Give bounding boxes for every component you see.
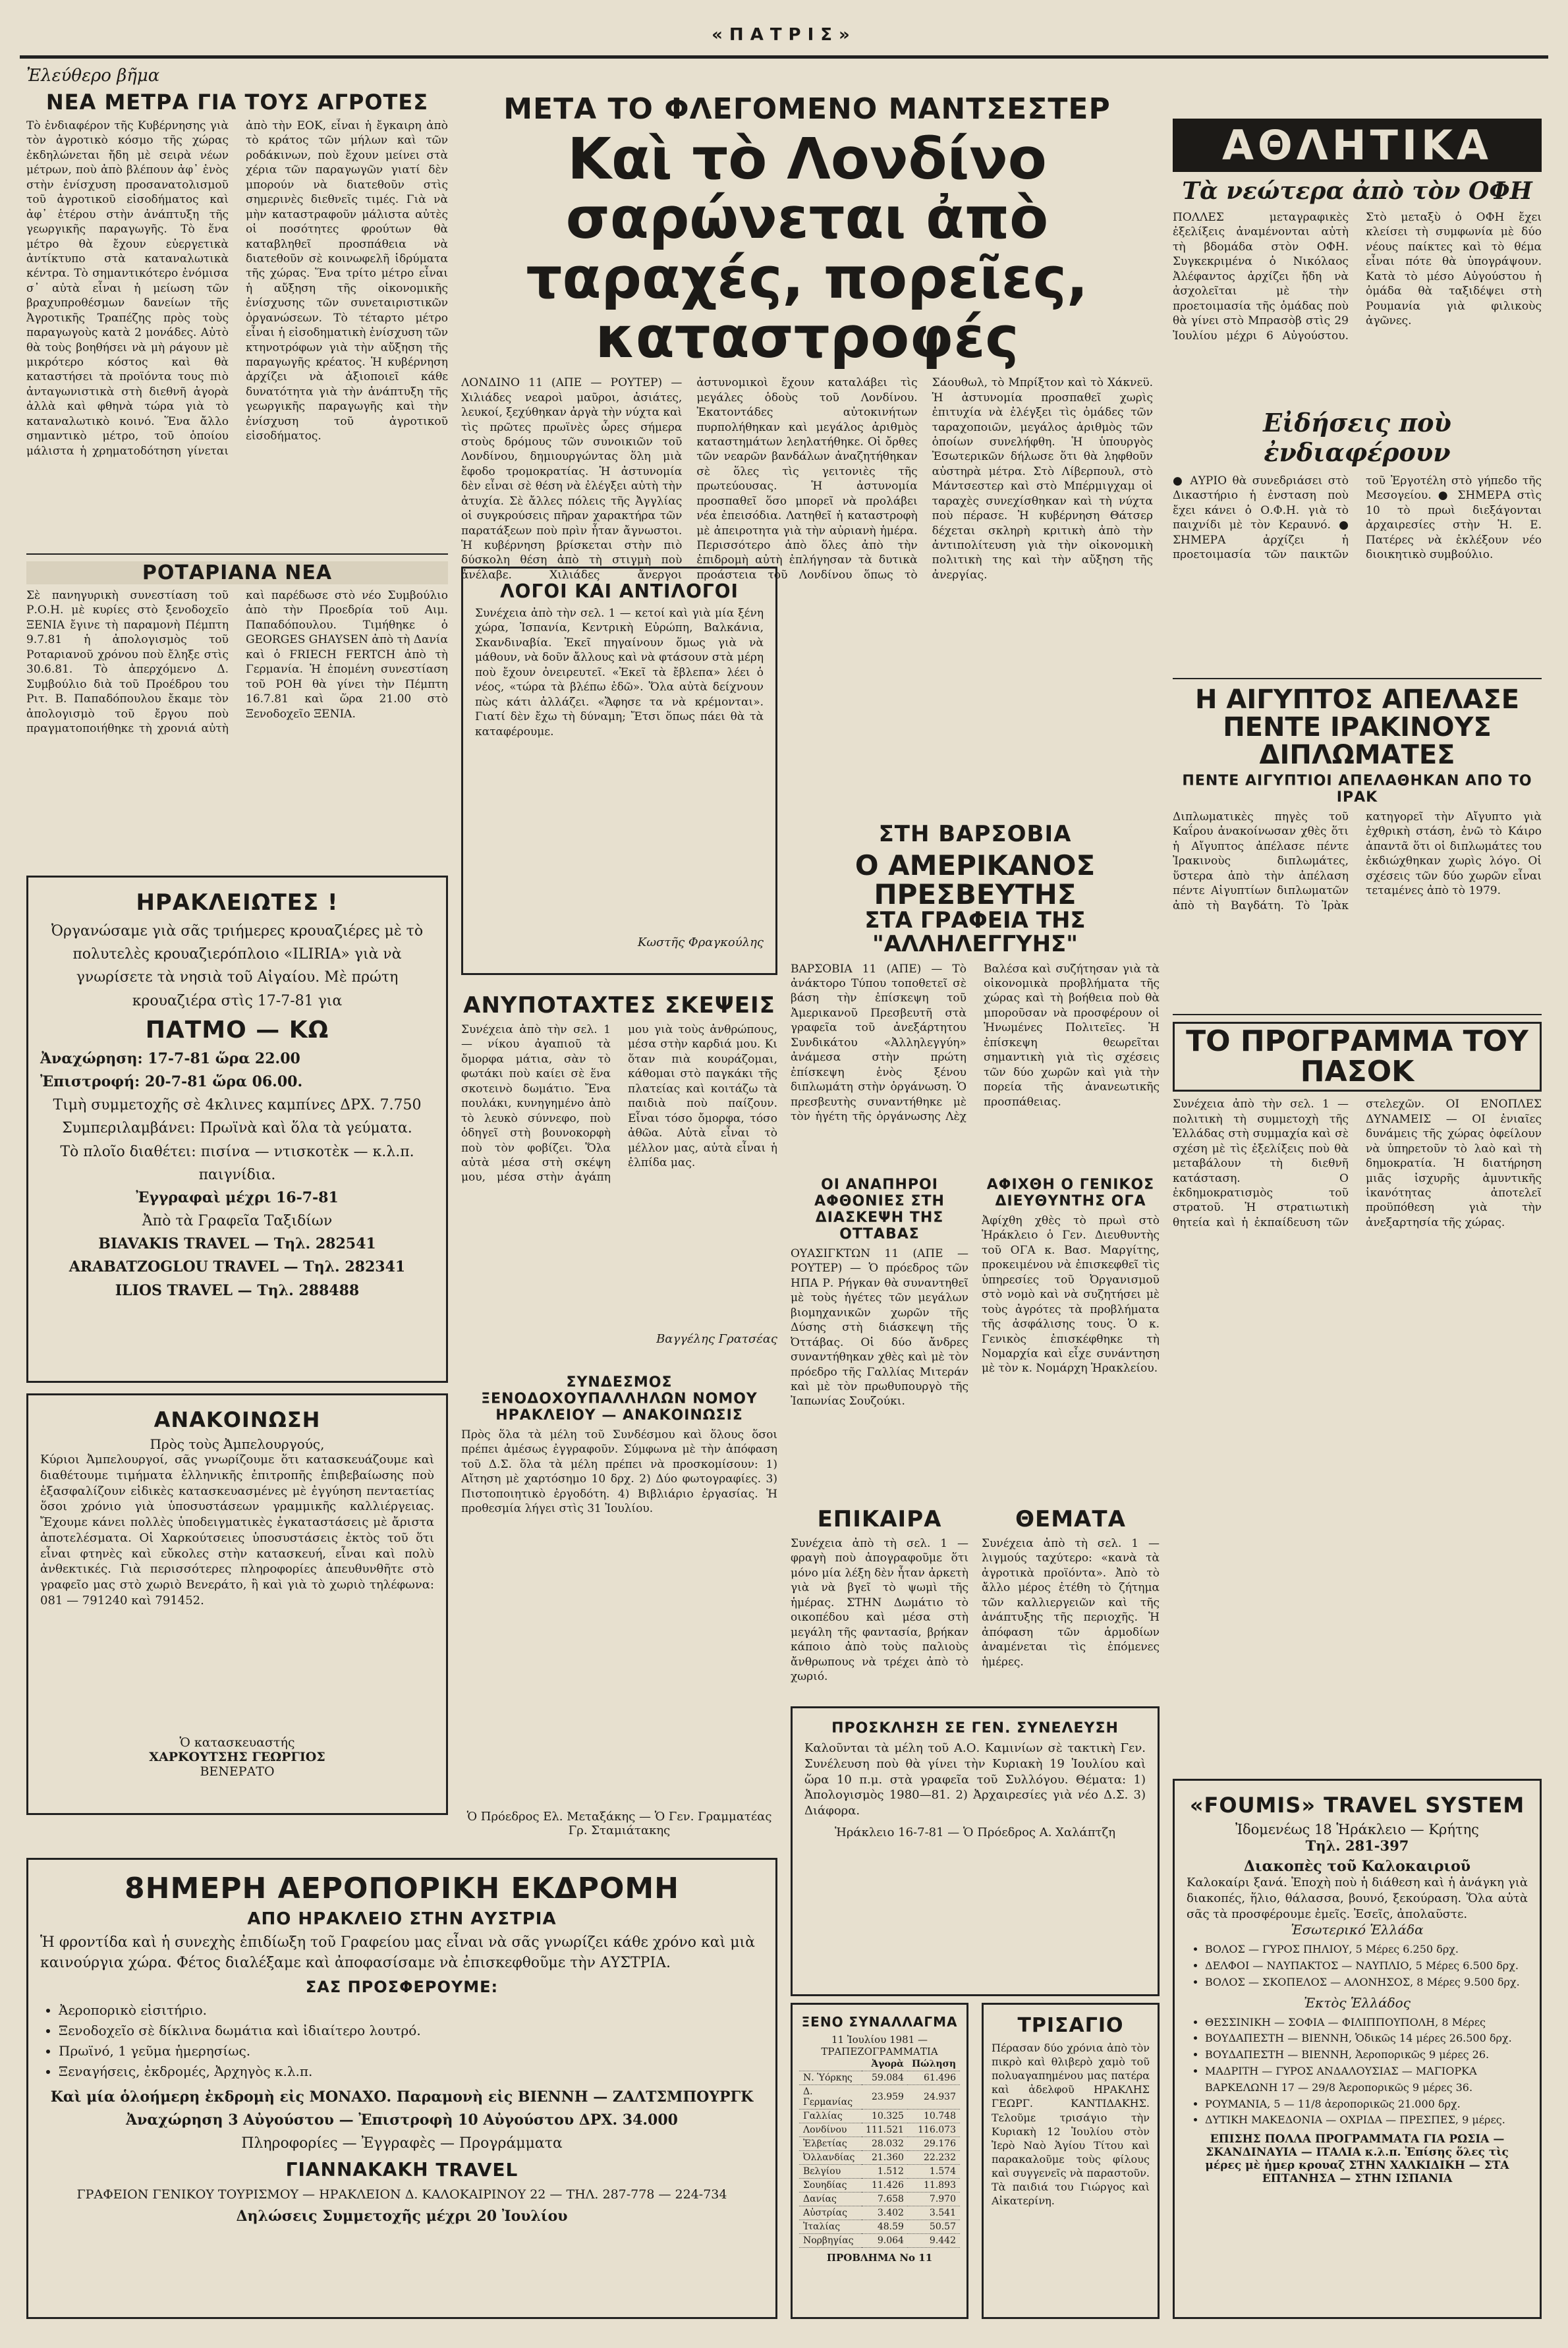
pasok-headline: ΤΟ ΠΡΟΓΡΑΜΜΑ ΤΟΥ ΠΑΣΟΚ [1173,1022,1542,1092]
table-row [799,2071,960,2085]
warsaw-headline-2: ΣΤΑ ΓΡΑΦΕΙΑ ΤΗΣ "ΑΛΛΗΛΕΓΓΥΗΣ" [864,907,1086,957]
agent-1: BIAVAKIS TRAVEL — Τηλ. 282541 [98,1235,376,1253]
themata-text: Συνέχεια ἀπὸ τὴ σελ. 1 — λιγμούς ταχύτερο: «κανὰ τὰ ἀγροτικὰ προϊόντα». Ἀπὸ τὸ ἄλλο μέρος ἐτέθη τὸ ζήτημα τῶν καλλιεργειῶν καὶ τῆς ἀνάπτυξης τῆς περιοχῆς. Ἡ ἀπόφαση τῶν ἁρμοδίων ἀναμένεται τὶς ἑπόμενες ἡμέρες. [982,1537,1160,1669]
fx-sell: 61.496 [908,2071,960,2085]
cruise-agents-label: Ἀπὸ τὰ Γραφεῖα Ταξιδίων [142,1213,333,1230]
fx-buy: 48.59 [862,2220,908,2234]
debate-author: Κωστῆς Φραγκούλης [637,936,764,949]
foumis-inland-list [1187,1942,1528,1990]
air-trip-offer-label: ΣΑΣ ΠΡΟΣΦΕΡΟΥΜΕ: [305,1977,499,1996]
newspaper-name: «ΠΑΤΡΙΣ» [712,25,856,45]
cruise-price: Τιμὴ συμμετοχῆς σὲ 4κλινες καμπίνες ΔΡΧ. 7.750 [53,1097,422,1114]
fx-currency: Νορβηγίας [799,2234,862,2248]
fx-currency: Ἐλβετίας [799,2137,862,2151]
fx-sell: 7.970 [908,2193,960,2206]
list-item: • ΒΟΥΔΑΠΕΣΤΗ — ΒΙΕΝΝΗ, Ἀεροπορικῶς 9 μέρες 26. [1205,2047,1528,2063]
epikaira-title: ΕΠΙΚΑΙΡΑ [817,1506,942,1532]
fx-buy: 21.360 [862,2151,908,2165]
fx-sell: 10.748 [908,2110,960,2123]
general-assembly-notice [791,1706,1160,1996]
assembly-signature: Ἡράκλειο 16-7-81 — Ὁ Πρόεδρος Α. Χαλάπτζη [834,1825,1116,1839]
list-item: • ΡΟΥΜΑΝΙΑ, 5 — 11/8 ἀεροπορικῶς 21.000 δρχ. [1205,2096,1528,2113]
list-item: • Ξενοδοχεῖο σὲ δίκλινα δωμάτια καὶ ἰδιαίτερο λουτρό. [59,2021,764,2041]
agent-3: ILIOS TRAVEL — Τηλ. 288488 [115,1281,360,1299]
foumis-abroad-list [1187,2015,1528,2129]
lead-headline-line-1: Καὶ τὸ Λονδίνο σαρώνεται ἀπὸ [565,126,1049,252]
foumis-abroad-label: Ἐκτὸς Ἑλλάδος [1304,1994,1411,2011]
cruise-intro: Ὀργανώσαμε γιὰ σᾶς τριήμερες κρουαζιέρες μὲ τὸ πολυτελὲς κρουαζιερόπλοιο «ILIRIA» γιὰ νὰ γνωρίσετε τὰ νησιὰ τοῦ Αἰγαίου. Μὲ πρώτη κρουαζιέρα στὶς 17-7-81 για [51,923,424,1009]
fx-currency: Δ. Γερμανίας [799,2085,862,2110]
memorial-notice [982,2003,1160,2319]
memorial-text: Πέρασαν δύο χρόνια ἀπὸ τὸν πικρὸ καὶ θλιβερὸ χαμὸ τοῦ πολυαγαπημένου μας πατέρα καὶ ἀδελφοῦ ΗΡΑΚΛΗΣ ΓΕΩΡΓ. ΚΑΝΤΙΔΑΚΗΣ. Τελοῦμε τρισάγιο τὴν Κυριακὴ 12 Ἰουλίου στὸν Ἱερὸ Ναὸ Ἁγίου Τίτου καὶ παρακαλοῦμε τοὺς φίλους καὶ συγγενεῖς νὰ παραστοῦν. Τὰ παιδιά του Γιώργος καὶ Αἰκατερίνη. [992,2042,1150,2208]
cruise-ad [26,876,448,1383]
cruise-destination: ΠΑΤΜΟ — ΚΩ [145,1016,329,1044]
air-trip-intro: Ἡ φροντίδα καὶ ἡ συνεχὴς ἐπιδίωξη τοῦ Γραφείου μας εἶναι νὰ σᾶς γνωρίζει κάθε χρόνο καὶ μιὰ καινούργια χώρα. Φέτος διαλέξαμε καὶ ἀποφασίσαμε νὰ ἐπισκεφθοῦμε τὴν ΑΥΣΤΡΙΑ. [40,1934,756,1971]
themata-title: ΘΕΜΑΤΑ [1015,1506,1126,1532]
fx-buy: 23.959 [862,2085,908,2110]
list-item: • ΒΟΥΔΑΠΕΣΤΗ — ΒΙΕΝΝΗ, Ὁδικῶς 14 μέρες 26.500 δρχ. [1205,2030,1528,2047]
fx-sell: 24.937 [908,2085,960,2110]
air-trip-dates: Ἀναχώρηση 3 Αὐγούστου — Ἐπιστροφὴ 10 Αὐγούστου ΔΡΧ. 34.000 [126,2111,678,2129]
table-row [799,2220,960,2234]
fx-table [799,2057,960,2248]
fx-currency: Σουηδίας [799,2179,862,2193]
fx-buy: 111.521 [862,2123,908,2137]
fx-currency: Γαλλίας [799,2110,862,2123]
air-trip-agency-address: ΓΡΑΦΕΙΟΝ ΓΕΝΙΚΟΥ ΤΟΥΡΙΣΜΟΥ — ΗΡΑΚΛΕΙΟΝ Δ. ΚΑΛΟΚΑΙΡΙΝΟΥ 22 — ΤΗΛ. 287-778 — 224-734 [76,2187,727,2202]
fx-buy: 9.064 [862,2234,908,2248]
warsaw-article [791,817,1160,1160]
hotel-union-notice [461,1370,777,1845]
air-trip-agency: ΓΙΑΝΝΑΚΑΚΗ TRAVEL [285,2159,518,2181]
foumis-travel-ad [1173,1779,1542,2319]
air-trip-info: Πληροφορίες — Ἐγγραφὲς — Προγράμματα [241,2135,563,2152]
oga-article [982,1173,1160,1489]
rotary-text: Σὲ πανηγυρικὴ συνεστίαση τοῦ Ρ.Ο.Η. μὲ κυρίες στὸ ξενοδοχεῖο ΞΕΝΙΑ ἔγινε τὴ παραμονὴ Πέμπτη 9.7.81 ἡ ἀπολογισμὸς τοῦ Ροταριανοῦ χρόνου ποὺ ἔληξε στὶς 30.6.81. Τὸ ἀπερχόμενο Δ. Συμβούλιο διὰ τοῦ Προέδρου του Ριτ. Β. Παπαδόπουλου ἔκαμε τὸν ἀπολογισμὸ τοῦ ἔργου ποὺ πραγματοποιήθηκε τὴ χρονιά αὐτὴ καὶ παρέδωσε στὸ νέο Συμβούλιο ἀπὸ τὴν Προεδρία τοῦ Αιμ. Παπαδόπουλου. Τιμήθηκε ὁ GEORGES GHAYSEN ἀπὸ τὴ Δανία καὶ ὁ FRIECH FERTCH ἀπὸ τὴ Γερμανία. Ἡ ἐπομένη συνεστίαση τοῦ ΡΟΗ θὰ γίνει τὴν Πέμπτη 16.7.81 καὶ ὥρα 21.00 στὸ Ξενοδοχεῖο ΞΕΝΙΑ. [26,589,448,735]
air-trip-visit: Καὶ μία ὁλοήμερη ἐκδρομὴ εἰς ΜΟΝΑΧΟ. Παραμονὴ εἰς ΒΙΕΝΝΗ — ΖΑΛΤΣΜΠΟΥΡΓΚ [50,2088,754,2106]
table-row [799,2165,960,2179]
fx-currency: Ν. Ὑόρκης [799,2071,862,2085]
lead-story-text: ΛΟΝΔΙΝΟ 11 (ΑΠΕ — ΡΟΥΤΕΡ) — Χιλιάδες νεαροὶ μαῦροι, ἀσιάτες, λευκοί, ξεχύθηκαν ἀργὰ τὴν νύχτα καὶ τὶς πρῶτες πρωϊνὲς ὧρες σήμερα στοὺς δρόμους τῶν συνοικιῶν τοῦ Λονδίνου, δημιουργώντας ὅλη μιὰ ἔφοδο τρομοκρατίας. Ἡ ἀστυνομία δὲν εἶναι σὲ θέση νὰ ἐλέγξει αὐτὴ τὴν ἀτυχία. Σὲ ἄλλες πόλεις τῆς Ἀγγλίας οἱ συγκρούσεις πῆραν χαρακτήρα τῶν παρατάξεων ποὺ πρὶν ἦταν ἄγνωστοι. Ἡ κυβέρνηση βρίσκεται στὴν πιὸ δύσκολη θέση ἀπὸ τὴ στιγμὴ ποὺ ἀνέλαβε. Χιλιάδες ἄνεργοι ἀστυνομικοὶ ἔχουν καταλάβει τὶς μεγάλες ὁδοὺς τοῦ Λονδίνου. Ἐκατοντάδες αὐτοκινήτων πυρπολήθηκαν καὶ μεγάλος ἀριθμὸς καταστημάτων λεηλατήθηκε. Οἱ ὄρθες τῶν νεαρῶν βανδάλων ἀναζητήθηκαν σὲ ὅλες τὶς γειτονιὲς τῆς πρωτεύουσας. Ἡ ἀστυνομία προσπαθεῖ ὅσο μπορεῖ νὰ προλάβει νέα ἐπεισόδια. Λατηθεῖ ἡ καταστροφὴ μὲ ἀπειροτητα γιὰ τὴν αὐριανὴ ἡμέρα. Περισσότερο ἀπὸ ὅλες ἀπὸ τὴν ἐπιδρομὴ αὐτὴ ἐπλήγησαν τὰ δυτικὰ προάστεια τοῦ Λονδίνου ὅπως τὸ Σάουθωλ, τὸ Μπρίξτον καὶ τὸ Χάκνεϋ. Ἡ ἀστυνομία προσπαθεῖ χωρὶς ἐπιτυχία νὰ ἐλέγξει τὶς ὀμάδες τῶν ταραχοποιῶν, μεγάλος ἀριθμὸς τῶν ὁποίων συνελήφθη. Ἡ ὑπουργὸς Ἐσωτερικῶν δήλωσε ὅτι θὰ ληφθοῦν αὐστηρὰ μέτρα. Στὸ Λίβερπουλ, στὸ Μάντσεστερ καὶ στὸ Μπέρμιγχαμ οἱ ταραχὲς συνεχίσθηκαν καὶ τὴ νύχτα ποὺ πέρασε. Ἡ κυβέρνηση Θάτσερ δέχεται σκληρὴ κριτικὴ ἀπὸ τὴν ἀντιπολίτευση γιὰ τὴν οἰκονομικὴ πολιτικὴ της καὶ τὴν αὔξηση τῆς ἀνεργίας. [461,376,1153,582]
fx-sell: 116.073 [908,2123,960,2137]
epikaira-article [791,1502,968,1700]
rotary-title: ΡΟΤΑΡΙΑΝΑ ΝΕΑ [26,561,448,584]
news-text: ● ΑΥΡΙΟ θὰ συνεδριάσει στὸ Δικαστήριο ἡ ἐνσταση ποὺ ἔχει κάνει ὁ Ο.Φ.Η. γιὰ τὸ παιχνίδι μὲ τὸν Κεραυνό. ● ΣΗΜΕΡΑ ἀρχίζει ἡ προετοιμασία τῶν παικτῶν τοῦ Ἐργοτέλη στὸ γήπεδο τῆς Μεσογείου. ● ΣΗΜΕΡΑ στὶς 10 τὸ πρωὶ διεξάγονται ἀρχαιρεσίες στὴν Ἡ. Ε. Πατέρες νὰ ἐκλέξουν νέο διοικητικὸ συμβούλιο. [1173,474,1542,562]
debate-title: ΛΟΓΟΙ ΚΑΙ ΑΝΤΙΛΟΓΟΙ [500,580,739,602]
list-item: • ΒΟΛΟΣ — ΣΚΟΠΕΛΟΣ — ΑΛΟΝΗΣΟΣ, 8 Μέρες 9.500 δρχ. [1205,1974,1528,1991]
thoughts-title: ΑΝΥΠΟΤΑΧΤΕΣ ΣΚΕΨΕΙΣ [463,992,775,1019]
oga-text: Ἀφίχθη χθὲς τὸ πρωὶ στὸ Ἡράκλειο ὁ Γεν. Διευθυντὴς τοῦ ΟΓΑ κ. Βασ. Μαργίτης, προκειμένου νὰ ἐπισκεφθεῖ τὶς ὑπηρεσίες τοῦ Ὀργανισμοῦ στὸ νομὸ καὶ νὰ συζητήσει μὲ τοὺς ἀγρότες τὰ προβλήματα τῆς ἀσφάλισης τους. Ὁ κ. Γενικὸς ἐπισκέφθηκε τὴ Νομαρχία καὶ εἶχε συνάντηση μὲ τὸν κ. Νομάρχη Ἡρακλείου. [982,1214,1160,1376]
egypt-headline: Η ΑΙΓΥΠΤΟΣ ΑΠΕΛΑΣΕ ΠΕΝΤΕ ΙΡΑΚΙΝΟΥΣ ΔΙΠΛΩΜΑΤΕΣ [1194,685,1520,770]
notice-subtitle: Πρὸς τοὺς Ἀμπελουργούς, [150,1436,325,1452]
air-trip-ad [26,1858,777,2319]
fx-buy: 3.402 [862,2206,908,2220]
cruise-includes: Συμπεριλαμβάνει: Πρωϊνὰ καὶ ὅλα τὰ γεύματα. [62,1120,412,1137]
fx-sell: 11.893 [908,2179,960,2193]
fx-buy: 59.084 [862,2071,908,2085]
themata-article [982,1502,1160,1700]
foumis-address: Ἰδομενέως 18 Ἡράκλειο — Κρήτης [1235,1822,1479,1837]
pasok-text: Συνέχεια ἀπὸ τὴν σελ. 1 — πολιτικὴ τὴ συμμετοχὴ τῆς Ἑλλάδας στὴ συμμαχία καὶ σὲ σχέση μὲ τὶς ἐξελίξεις ποὺ θὰ μεταβάλουν τὴ διεθνῆ κατάσταση. Ο ἐκδημοκρατισμὸς τοῦ στρατοῦ. Ἡ στρατιωτικὴ θητεία καὶ ἡ ἐκπαίδευση τῶν στελεχῶν. ΟΙ ΕΝΟΠΛΕΣ ΔΥΝΑΜΕΙΣ — ΟΙ ἐνιαῖες δυνάμεις τῆς χώρας ὀφείλουν νὰ ὑπηρετοῦν τὸ λαὸ καὶ τὴ δημοκρατία. Ἡ διατήρηση μιᾶς ἰσχυρῆς ἀμυντικῆς ἱκανότητας ἀποτελεῖ προϋπόθεση γιὰ τὴν ἀνεξαρτησία τῆς χώρας. [1173,1098,1542,1229]
fx-col-header: Πώληση [908,2057,960,2071]
foumis-inland-label: Ἐσωτερικό Ἑλλάδα [1291,1922,1424,1938]
debate-article [461,567,777,975]
fx-col-header: Ἀγορὰ [862,2057,908,2071]
section-label: Ἐλεύθερο βῆμα [26,66,160,86]
fx-currency: Ἰταλίας [799,2220,862,2234]
cruise-departure: Ἀναχώρηση: 17-7-81 ὥρα 22.00 [40,1049,300,1067]
thoughts-article [461,988,777,1357]
sports-banner: ΑΘΛΗΤΙΚΑ [1173,119,1542,172]
thoughts-author: Βαγγέλης Γρατσέας [656,1332,777,1346]
ottawa-text: ΟΥΑΣΙΓΚΤΩΝ 11 (ΑΠΕ — ΡΟΥΤΕΡ) — Ὁ πρόεδρος τῶν ΗΠΑ Ρ. Ρήγκαν θὰ συναντηθεῖ μὲ τοὺς ἡγέτες τῶν μεγάλων βιομηχανικῶν χωρῶν τῆς Δύσης στὴ διάσκεψη τῆς Ὀττάβας. Οἱ δύο ἄνδρες συναντήθηκαν χθὲς καὶ μὲ τὸν πρόεδρο τῆς Γαλλίας Μιτεράν καὶ μὲ τὸν πρωθυπουργὸ τῆς Ἰαπωνίας Σουζούκι. [791,1247,968,1409]
fx-buy: 28.032 [862,2137,908,2151]
ofi-title: Τὰ νεώτερα ἀπὸ τὸν ΟΦΗ [1182,177,1532,205]
hotel-union-title: ΣΥΝΔΕΣΜΟΣ ΞΕΝΟΔΟΧΟΥΠΑΛΛΗΛΩΝ ΝΟΜΟΥ ΗΡΑΚΛΕΙΟΥ — ΑΝΑΚΟΙΝΩΣΙΣ [481,1374,758,1424]
fx-buy: 11.426 [862,2179,908,2193]
right-column [1173,66,1542,1440]
ottawa-article [791,1173,968,1489]
table-row [799,2057,960,2071]
notice-signature-place: ΒΕΝΕΡΑΤΟ [200,1764,275,1779]
list-item: • ΒΟΛΟΣ — ΓΥΡΟΣ ΠΗΛΙΟΥ, 5 Μέρες 6.250 δρχ. [1205,1942,1528,1958]
list-item: • Ἀεροπορικὸ εἰσιτήριο. [59,2000,764,2021]
fx-subtitle: 11 Ἰουλίου 1981 — ΤΡΑΠΕΖΟΓΡΑΜΜΑΤΙΑ [821,2034,938,2057]
farm-article-text: Τὸ ἐνδιαφέρον τῆς Κυβέρνησης γιὰ τὸν ἀγροτικὸ κόσμο τῆς χώρας ἐκδηλώνεται ἤδη μὲ σειρὰ νέων μέτρων, ποὺ ἀπὸ βλέπουν ἀφ᾿ ἑνὸς στὴν ἐνίσχυση προσανατολισμοῦ τοῦ ἀγροτικοῦ εἰσοδήματος καὶ ἀφ᾿ ἑτέρου στὴν ἀνάπτυξη τῆς γεωργικῆς παραγωγῆς. Τὸ ἕνα μέτρο θὰ ἔχουν εὐεργετικὰ ἀντίκτυπο στὰ καταναλωτικὰ κέντρα. Τὸ σημαντικότερο ἐνόμισα σ᾿ αὐτὰ εἶναι ἡ μείωση τῶν βραχυπροθέσμων δανείων τῆς Ἀγροτικῆς Τραπέζης πρὸς τοὺς παραγωγοὺς κατὰ 2 μονάδες. Αὐτὸ θὰ τοὺς βοηθήσει νὰ μὴ ράγουν μὲ μικρότερο κόστος καὶ θὰ καταστήσει τὰ προϊόντα τους πιὸ ἀνταγωνιστικὰ στὴ διεθνῆ ἀγορὰ ἀλλὰ καὶ φθηνὰ τώρα γιὰ τὸ καταναλωτικὸ κοινό. Ἕνα ἄλλο σημαντικὸ μέτρο, τοῦ ὁποίου μάλιστα ἡ χρηματοδότηση γίνεται ἀπὸ τὴν ΕΟΚ, εἶναι ἡ ἔγκαιρη ἀπὸ τὸ κράτος τῶν μήλων καὶ τῶν ροδάκινων, ποὺ ἔχουν μείνει στὰ χέρια τῶν παραγωγῶν γιατί δὲν μπορούν νὰ διατεθοῦν στὶς σημερινὲς διεθνεῖς τιμές. Γιὰ νὰ μὴν καταστραφοῦν μάλιστα αὐτὲς οἱ ποσότητες φρούτων θὰ καταβληθεῖ προσπάθεια νὰ διατεθοῦν σὲ κοινωφελῆ ἱδρύματα τῆς χώρας. Ἕνα τρίτο μέτρο εἶναι ἡ αὔξηση τῆς οἰκονομικῆς ἐνίσχυσης τῶν συνεταιριστικῶν ὀργανώσεων. Τὸ τέταρτο μέτρο εἶναι ἡ εἰσοδηματικὴ ἐνίσχυση τῶν κτηνοτρόφων γιὰ τὴν αὔξηση τῆς παραγωγῆς κρέατος. Ἡ κυβέρνηση ἀρχίζει νὰ ἀξιοποιεῖ κάθε δυνατότητα γιὰ τὴν ἀνάπτυξη τῆς γεωργικῆς παραγωγῆς καὶ τὴν ἐνίσχυση τοῦ ἀγροτικοῦ εἰσοδήματος. [26,119,448,458]
egypt-text: Διπλωματικὲς πηγὲς τοῦ Καΐρου ἀνακοίνωσαν χθὲς ὅτι ἡ Αἴγυπτος ἀπέλασε πέντε Ἰρακινοὺς διπλωμάτες, ὕστερα ἀπὸ τὴν ἀπέλαση πέντε Αἰγυπτίων διπλωματῶν ἀπὸ τὴ Βαγδάτη. Τὸ Ἰρὰκ κατηγορεῖ τὴν Αἴγυπτο γιὰ ἐχθρικὴ στάση, ἐνῶ τὸ Κάιρο ἀπαντᾶ ὅτι οἱ διπλωμάτες του ἐκδιώχθηκαν χωρὶς λόγο. Οἱ σχέσεις τῶν δύο χωρῶν εἶναι τεταμένες ἀπὸ τὸ 1979. [1173,810,1542,912]
assembly-title: ΠΡΟΣΚΛΗΣΗ ΣΕ ΓΕΝ. ΣΥΝΕΛΕΥΣΗ [831,1720,1119,1737]
fx-currency: Δανίας [799,2193,862,2206]
warsaw-headline-1: Ο ΑΜΕΡΙΚΑΝΟΣ ΠΡΕΣΒΕΥΤΗΣ [854,849,1096,911]
farm-article-title: ΝΕΑ ΜΕΤΡΑ ΓΙΑ ΤΟΥΣ ΑΓΡΟΤΕΣ [45,90,429,115]
air-trip-subtitle: ΑΠΟ ΗΡΑΚΛΕΙΟ ΣΤΗΝ ΑΥΣΤΡΙΑ [247,1909,557,1929]
notice-signature-name: ΧΑΡΚΟΥΤΣΗΣ ΓΕΩΡΓΙΟΣ [149,1750,325,1764]
lead-headline-line-2: ταραχές, πορεῖες, καταστροφές [526,245,1088,371]
cruise-deadline: Ἐγγραφαὶ μέχρι 16-7-81 [136,1188,339,1206]
table-row [799,2234,960,2248]
foumis-phone: Τηλ. 281-397 [1305,1837,1409,1854]
egypt-subheadline: ΠΕΝΤΕ ΑΙΓΥΠΤΙΟΙ ΑΠΕΛΑΘΗΚΑΝ ΑΠΟ ΤΟ ΙΡΑΚ [1182,773,1532,806]
hotel-union-signature: Ὁ Πρόεδρος Ελ. Μεταξάκης — Ὁ Γεν. Γραμματέας Γρ. Σταμιάτακης [466,1810,772,1837]
table-row [799,2123,960,2137]
fx-currency: Λονδίνου [799,2123,862,2137]
table-row [799,2110,960,2123]
table-row [799,2137,960,2151]
foumis-intro: Καλοκαίρι ξανά. Ἐποχὴ ποὺ ἡ διάθεση καὶ ἡ ἀνάγκη γιὰ διακοπές, ἥλιο, θάλασσα, βουνό, ξεκούραση. Ὅλα αὐτὰ σᾶς τὰ προσφέρουμε ἐμεῖς. Ἐσεῖς, ἀπολαῦστε. [1187,1876,1528,1921]
cruise-return: Ἐπιστροφή: 20-7-81 ὥρα 06.00. [40,1073,303,1090]
table-row [799,2151,960,2165]
table-row [799,2179,960,2193]
fx-currency: Ὀλλανδίας [799,2151,862,2165]
list-item: • Ξεναγήσεις, ἐκδρομές, Ἀρχηγὸς κ.λ.π. [59,2061,764,2082]
epikaira-text: Συνέχεια ἀπὸ τὴ σελ. 1 — φραγὴ ποὺ ἀπογραφοῦμε ὅτι μόνο μία λέξη δὲν ἦταν ἀρκετὴ γιὰ νὰ βγεῖ τὸ ψωμὶ τῆς ἡμέρας. ΣΤΗΝ Δωμάτιο τὸ οικοπέδου καὶ μέσα στὴ μεγάλη τῆς φαντασία, βρήκαν κάποιο ἀπὸ τοὺς παλιοὺς ἄνθρωπους νὰ τρέχει ἀπὸ τὸ χωριό. [791,1537,968,1683]
hotel-union-text: Πρὸς ὅλα τὰ μέλη τοῦ Συνδέσμου καὶ ὅλους ὅσοι πρέπει ἀμέσως ἐγγραφοῦν. Σύμφωνα μὲ τὴν ἀπόφαση τοῦ Δ.Σ. ὅλα τὰ μέλη πρέπει νὰ προσκομίσουν: 1) Αἴτηση μὲ χαρτόσημο 10 δρχ. 2) Δύο φωτογραφίες. 3) Πιστοποιητικὸ ἐργοδότη. 4) Βιβλιάριο ἐργασίας. Ἡ προθεσμία λήγει στὶς 31 Ἰουλίου. [461,1428,777,1516]
ofi-text: ΠΟΛΛΕΣ μεταγραφικὲς ἐξελίξεις ἀναμένονται αὐτὴ τὴ βδομάδα στὸν ΟΦΗ. Συγκεκριμένα ὁ Νικόλαος Ἀλέφαντος ἀρχίζει ἤδη νὰ ἀσχολεῖται μὲ τὴν προετοιμασία τῆς ὁμάδας ποὺ θὰ γίνει στὸ Μπρασὸβ στὶς 29 Ἰουλίου μέχρι 6 Αὐγούστου. Στὸ μεταξὺ ὁ ΟΦΗ ἔχει κλείσει τὴ συμφωνία μὲ δύο νέους παίκτες καὶ τὸ θέμα εἶναι πότε θὰ ὑπογράψουν. Κατὰ τὸ μέσο Αὐγούστου ἡ ὁμάδα θὰ ταξιδέψει στὴ Ρουμανία γιὰ φιλικοὺς ἀγῶνες. [1173,211,1542,343]
fx-currency: Αὐστρίας [799,2206,862,2220]
fx-buy: 10.325 [862,2110,908,2123]
air-trip-deadline: Δηλώσεις Συμμετοχῆς μέχρι 20 Ἰουλίου [236,2207,568,2225]
table-row [799,2085,960,2110]
air-trip-offer-list [40,2000,764,2082]
fx-buy: 1.512 [862,2165,908,2179]
list-item: • Πρωϊνό, 1 γεῦμα ἡμερησίως. [59,2041,764,2061]
foumis-title: «FOUMIS» TRAVEL SYSTEM [1189,1793,1525,1818]
thoughts-text: Συνέχεια ἀπὸ τὴν σελ. 1 — νίκου ἀγαπιοῦ τὰ ὄμορφα μάτια, σὰν τὸ φωτάκι ποὺ καίει σὲ ἕνα σκοτεινὸ δωμάτιο. Ἔνα πουλάκι, κυνηγημένο ἀπὸ τὸ λευκὸ σύννεφο, ποὺ ὁδηγεῖ στὴ βουνοκορφὴ ποὺ τὸν φοβίζει. Ὅλα αὐτὰ μέσα στὴ σκέψη μου, μέσα στὴν ἀγάπη μου γιὰ τοὺς ἀνθρώπους, μέσα στὴν καρδιά μου. Κι ὅταν πιὰ κουράζομαι, κάθομαι στὸ παγκάκι τῆς πλατείας καὶ κοιτάζω τὰ παιδιὰ ποὺ παίζουν. Εἶναι τόσο ὄμορφα, τόσο ἀθῶα. Αὐτὰ εἶναι τὸ μέλλον μας, αὐτὰ εἶναι ἡ ἐλπίδα μας. [461,1023,777,1185]
assembly-text: Καλοῦνται τὰ μέλη τοῦ Α.Ο. Καμινίων σὲ τακτικὴ Γεν. Συνέλευση ποὺ θὰ γίνει τὴν Κυριακὴ 19 Ἰουλίου καὶ ὥρα 10 π.μ. στὰ γραφεῖα τοῦ Συλλόγου. Θέματα: 1) Ἀπολογισμὸς 1980—81. 2) Ἀρχαιρεσίες γιὰ νέο Δ.Σ. 3) Διάφορα. [804,1741,1146,1818]
fx-sell: 22.232 [908,2151,960,2165]
air-trip-title: 8ΗΜΕΡΗ ΑΕΡΟΠΟΡΙΚΗ ΕΚΔΡΟΜΗ [125,1872,679,1905]
cruise-ship-features: Τὸ πλοῖο διαθέτει: πισίνα — ντισκοτὲκ — κ.λ.π. παιγνίδια. [60,1143,414,1183]
list-item: • ΔΕΛΦΟΙ — ΝΑΥΠΑΚΤΟΣ — ΝΑΥΠΛΙΟ, 5 Μέρες 6.500 δρχ. [1205,1958,1528,1974]
foumis-footer: ΕΠΙΣΗΣ ΠΟΛΛΑ ΠΡΟΓΡΑΜΜΑΤΑ ΓΙΑ ΡΩΣΙΑ — ΣΚΑΝΔΙΝΑΥΙΑ — ΙΤΑΛΙΑ κ.λ.π. Ἐπίσης ὅλες τὶς μέρες μὲ ἡμερ κρουαζ ΣΤΗΝ ΧΑΛΚΙΔΙΚΗ — ΣΤΑ ΕΠΤΑΝΗΣΑ — ΣΤΗΝ ΙΣΠΑΝΙΑ [1205,2133,1509,2186]
notice-text: Κύριοι Ἀμπελουργοί, σᾶς γνωρίζουμε ὅτι κατασκευάζουμε καὶ διαθέτουμε τιμήματα ἑλληνικῆς ἐπιτροπῆς ἐπιβεβαίωσης ποὺ ἑξασφαλίζουν εἰδικὲς κατασκευασμένες μὲ ἐγγύηση πενταετίας ὅσοι χρόνιο γιὰ ὑποσυστάσεων γραμμικῆς καλλιέργειας. Ἔχουμε κάνει πολλὲς ὑποδειγματικὲς ἐγκαταστάσεις μὲ ἄριστα ἀποτελέσματα. Οἱ Χαρκούτσειες ὑποσυστάσεις ἐκτὸς τοῦ ὅτι εἶναι φτηνὲς καὶ εὔκολες στὴν κατασκευή, εἶναι καὶ πολὺ ἀνθεκτικές. Γιὰ περισσότερες πληροφορίες ἀπευθυνθῆτε στὸ γραφεῖο μας στὸ χωριὸ Βενεράτο, ἢ καὶ γιὰ τὸ χωριὸ τηλέφωνα: 081 — 791240 καὶ 791452. [40,1453,434,1607]
left-column [26,66,448,1815]
fx-title: ΞΕΝΟ ΣΥΝΑΛΛΑΓΜΑ [801,2014,958,2030]
warsaw-text: ΒΑΡΣΟΒΙΑ 11 (ΑΠΕ) — Τὸ ἀνάκτορο Τύπου τοποθετεῖ σὲ βάση τὴν ἐπίσκεψη τοῦ Ἀμερικανοῦ Πρεσβευτῆ στὰ γραφεῖα τοῦ ἀνεξάρτητου Συνδικάτου «Ἀλληλεγγύη» ἀνάμεσα στὴν πρώτη ἐπίσκεψη ἑνὸς ξένου διπλωμάτη στὴν ὀργάνωση. Ὁ πρεσβευτὴς συναντήθηκε μὲ τὸν ἡγέτη τῆς ὀργάνωσης Λὲχ Βαλέσα καὶ συζήτησαν γιὰ τὰ οἰκονομικὰ προβλήματα τῆς χώρας καὶ τὴ βοήθεια ποὺ θὰ μποροῦσαν νὰ προσφέρουν οἱ Ἡνωμένες Πολιτεῖες. Ἡ ἐπίσκεψη θεωρεῖται σημαντικὴ γιὰ τὶς σχέσεις τῶν δύο χωρῶν καὶ γιὰ τὴν πορεία τῆς ἀνανεωτικῆς προσπάθειας. [791,962,1160,1123]
fx-currency: Βελγίου [799,2165,862,2179]
fx-buy: 7.658 [862,2193,908,2206]
notice-title: ΑΝΑΚΟΙΝΩΣΗ [154,1407,321,1432]
masthead [20,25,1548,59]
fx-sell: 9.442 [908,2234,960,2248]
fx-footer: ΠΡΟΒΛΗΜΑ Νο 11 [826,2252,933,2264]
notice-signature-role: Ὁ κατασκευαστής [179,1735,295,1750]
memorial-title: ΤΡΙΣΑΓΙΟ [1017,2014,1124,2037]
fx-sell: 50.57 [908,2220,960,2234]
list-item: • ΜΑΔΡΙΤΗ — ΓΥΡΟΣ ΑΝΔΑΛΟΥΣΙΑΣ — ΜΑΓΙΟΡΚΑ ΒΑΡΚΕΛΩΝΗ 17 — 29/8 Ἀεροπορικῶς 9 μέρες 36. [1205,2063,1528,2096]
list-item: • ΘΕΣΣΙΝΙΚΗ — ΣΟΦΙΑ — ΦΙΛΙΠΠΟΥΠΟΛΗ, 8 Μέρες [1205,2015,1528,2031]
lead-kicker: ΜΕΤΑ ΤΟ ΦΛΕΓΟΜΕΝΟ ΜΑΝΤΣΕΣΤΕΡ [503,92,1111,126]
ottawa-title: ΟΙ ΑΝΑΠΗΡΟΙ ΑΦΘΟΝΙΕΣ ΣΤΗ ΔΙΑΣΚΕΨΗ ΤΗΣ ΟΤΤΑΒΑΣ [814,1177,945,1243]
warsaw-kicker: ΣΤΗ ΒΑΡΣΟΒΙΑ [878,821,1072,847]
fx-sell: 29.176 [908,2137,960,2151]
debate-text: Συνέχεια ἀπὸ τὴν σελ. 1 — κετοί καὶ γιὰ μία ξένη χώρα, Ἰσπανία, Κεντρικὴ Εὐρώπη, Βαλκάνια, Σκανδιναβία. Ἐκεῖ πηγαίνουν ὅμως γιὰ νὰ μάθουν, νὰ δοῦν ἄλλους καὶ νὰ φτάσουν στὰ μέρη ποὺ ἔχουν ὀνειρευτεῖ. «Ἐκεῖ τὰ ἔβλεπα» λέει ὁ νέος, «τώρα τὰ βλέπω ἐδῶ». Ὅλα αὐτὰ δείχνουν πὼς κάτι ἀλλάζει. «Ἄφησε τα νὰ κρέμονται». Γιατί δὲν ἔχω τὴ δύναμη; Ἔτσι ὅπως πάει θὰ τὰ καταφέρουμε. [475,607,764,739]
table-row [799,2193,960,2206]
oga-title: ΑΦΙΧΘΗ Ο ΓΕΝΙΚΟΣ ΔΙΕΥΘΥΝΤΗΣ ΟΓΑ [986,1177,1155,1210]
news-title: Εἰδήσεις ποὺ ἐνδιαφέρουν [1263,408,1451,467]
winegrowers-notice [26,1393,448,1815]
cruise-title: ΗΡΑΚΛΕΙΩΤΕΣ ! [136,889,339,916]
fx-sell: 3.541 [908,2206,960,2220]
list-item: • ΔΥΤΙΚΗ ΜΑΚΕΔΟΝΙΑ — ΟΧΡΙΔΑ — ΠΡΕΣΠΕΣ, 9 μέρες. [1205,2112,1528,2129]
foumis-subtitle: Διακοπὲς τοῦ Καλοκαιριοῦ [1243,1858,1471,1875]
table-row [799,2206,960,2220]
fx-sell: 1.574 [908,2165,960,2179]
fx-table-box [791,2003,968,2319]
agent-2: ARABATZOGLOU TRAVEL — Τηλ. 282341 [69,1258,406,1276]
